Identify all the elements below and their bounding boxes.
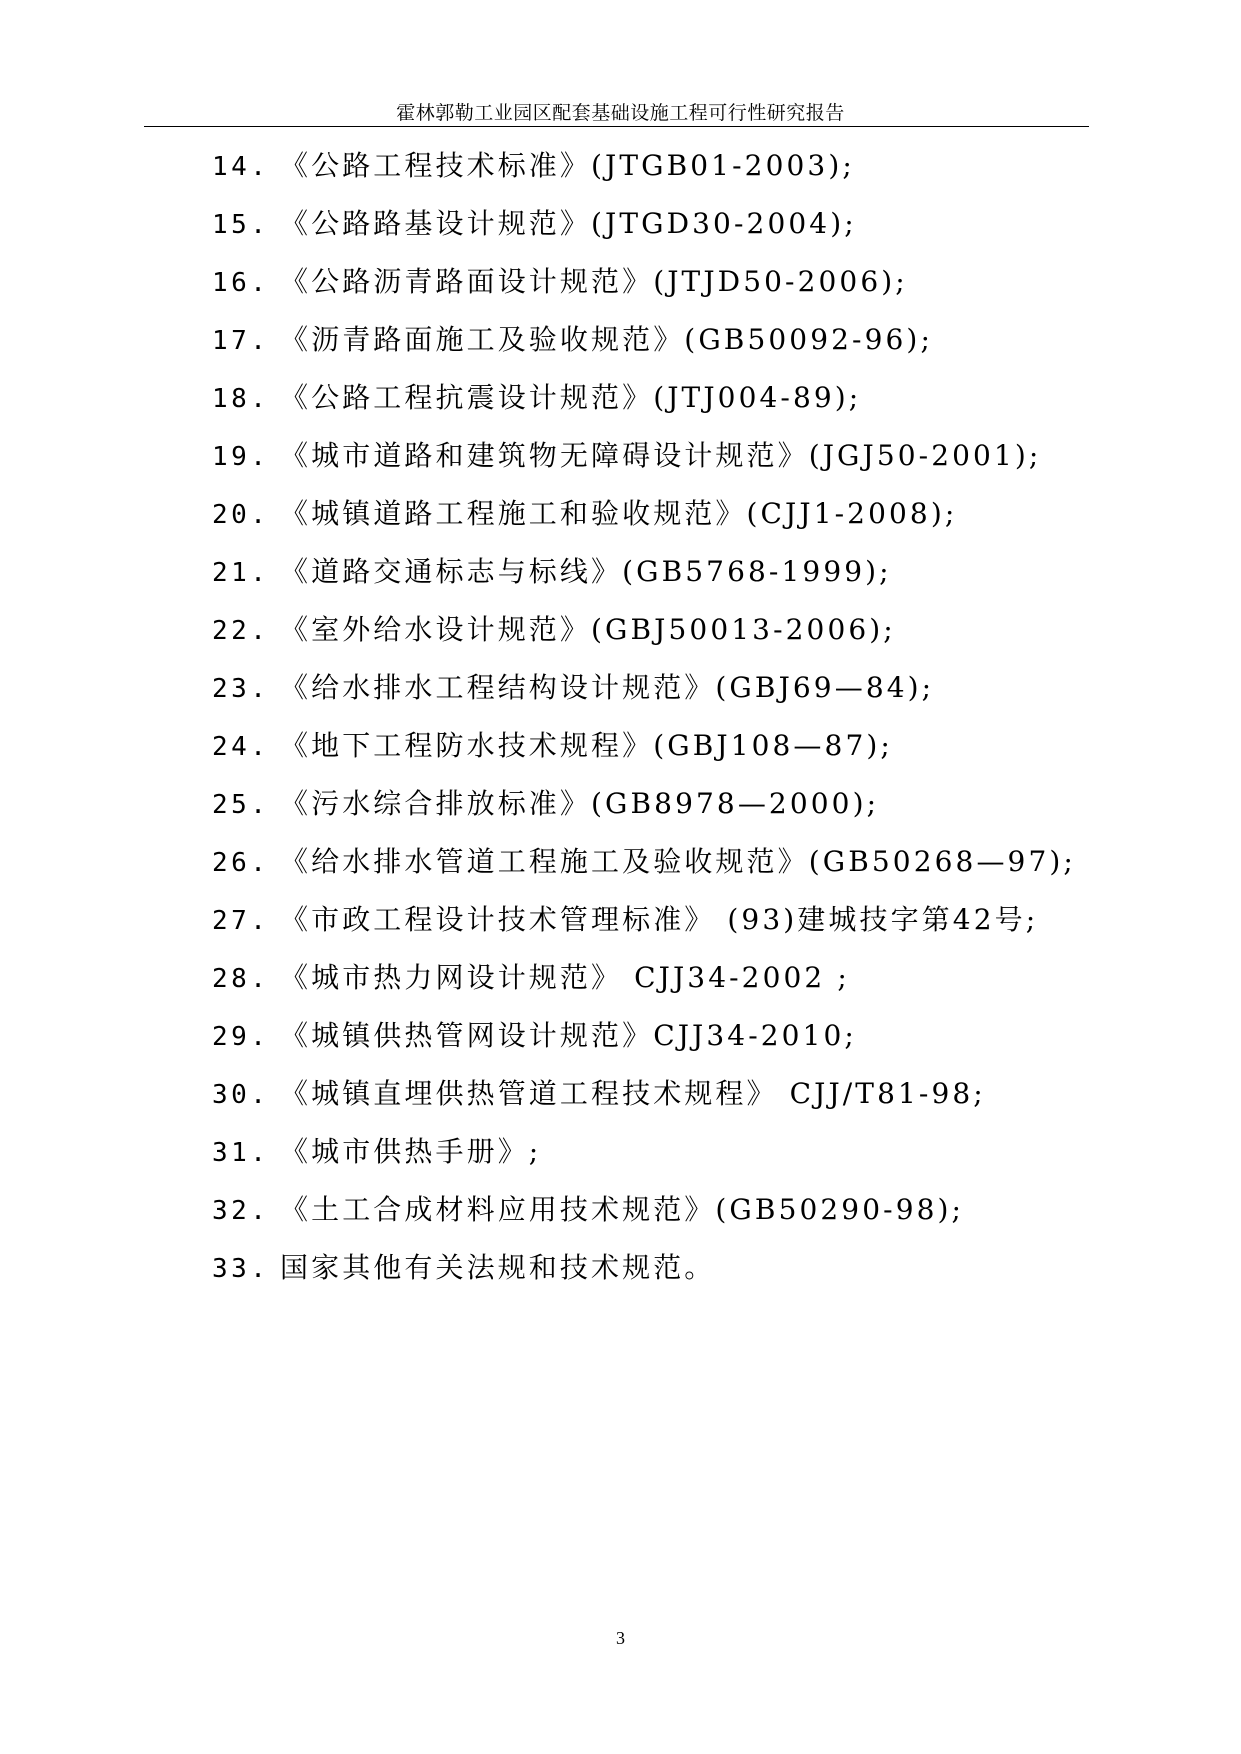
list-item — [212, 202, 857, 246]
list-item — [212, 1014, 857, 1058]
item-text: 《城市热力网设计规范》 CJJ34-2002 ; — [280, 961, 850, 994]
list-item — [212, 1188, 964, 1232]
item-text: 《道路交通标志与标线》(GB5768-1999); — [280, 555, 892, 588]
item-text: 《沥青路面施工及验收规范》(GB50092-96); — [280, 323, 933, 356]
item-text: 《城镇直埋供热管道工程技术规程》 CJJ/T81-98; — [280, 1077, 986, 1110]
item-text: 《公路工程技术标准》(JTGB01-2003); — [280, 149, 855, 182]
list-item — [212, 840, 1076, 884]
item-text: 《城镇道路工程施工和验收规范》(CJJ1-2008); — [280, 497, 958, 530]
item-number: 24. — [212, 732, 270, 762]
item-number: 30. — [212, 1080, 270, 1110]
item-number: 18. — [212, 384, 270, 414]
list-item — [212, 434, 1041, 478]
list-item — [212, 782, 879, 826]
item-text: 《城镇供热管网设计规范》CJJ34-2010; — [280, 1019, 857, 1052]
item-number: 20. — [212, 500, 270, 530]
item-number: 28. — [212, 964, 270, 994]
item-number: 14. — [212, 152, 270, 182]
item-number: 32. — [212, 1196, 270, 1226]
list-item — [212, 318, 933, 362]
item-number: 25. — [212, 790, 270, 820]
item-number: 19. — [212, 442, 270, 472]
item-number: 15. — [212, 210, 270, 240]
list-item — [212, 376, 861, 420]
item-text: 《城市供热手册》; — [280, 1135, 542, 1168]
item-number: 22. — [212, 616, 270, 646]
list-item — [212, 492, 957, 536]
item-text: 《室外给水设计规范》(GBJ50013-2006); — [280, 613, 896, 646]
item-text: 国家其他有关法规和技术规范。 — [280, 1251, 716, 1284]
item-number: 23. — [212, 674, 270, 704]
item-text: 《公路工程抗震设计规范》(JTJ004-89); — [280, 381, 862, 414]
list-item — [212, 608, 896, 652]
item-number: 26. — [212, 848, 270, 878]
item-number: 27. — [212, 906, 270, 936]
list-item — [212, 550, 892, 594]
item-text: 《污水综合排放标准》(GB8978—2000); — [280, 787, 880, 820]
item-text: 《城市道路和建筑物无障碍设计规范》(JGJ50-2001); — [280, 439, 1042, 472]
item-text: 《公路沥青路面设计规范》(JTJD50-2006); — [280, 265, 908, 298]
page-header-title: 霍林郭勒工业园区配套基础设施工程可行性研究报告 — [396, 102, 845, 124]
item-number: 21. — [212, 558, 270, 588]
list-item — [212, 144, 855, 188]
item-number: 31. — [212, 1138, 270, 1168]
list-item — [212, 898, 1038, 942]
list-item — [212, 1130, 541, 1174]
list-item — [212, 666, 934, 710]
item-number: 17. — [212, 326, 270, 356]
item-text: 《公路路基设计规范》(JTGD30-2004); — [280, 207, 857, 240]
item-number: 33. — [212, 1254, 270, 1284]
item-text: 《给水排水工程结构设计规范》(GBJ69—84); — [280, 671, 935, 704]
list-item — [212, 956, 850, 1000]
list-item — [212, 260, 908, 304]
item-text: 《地下工程防水技术规程》(GBJ108—87); — [280, 729, 893, 762]
list-item — [212, 1072, 986, 1116]
list-item — [212, 724, 893, 768]
page-number: 3 — [616, 1628, 625, 1648]
item-text: 《市政工程设计技术管理标准》 (93)建城技字第42号; — [280, 903, 1039, 936]
item-number: 29. — [212, 1022, 270, 1052]
item-text: 《给水排水管道工程施工及验收规范》(GB50268—97); — [280, 845, 1076, 878]
item-text: 《土工合成材料应用技术规范》(GB50290-98); — [280, 1193, 965, 1226]
list-item — [212, 1246, 715, 1290]
item-number: 16. — [212, 268, 270, 298]
